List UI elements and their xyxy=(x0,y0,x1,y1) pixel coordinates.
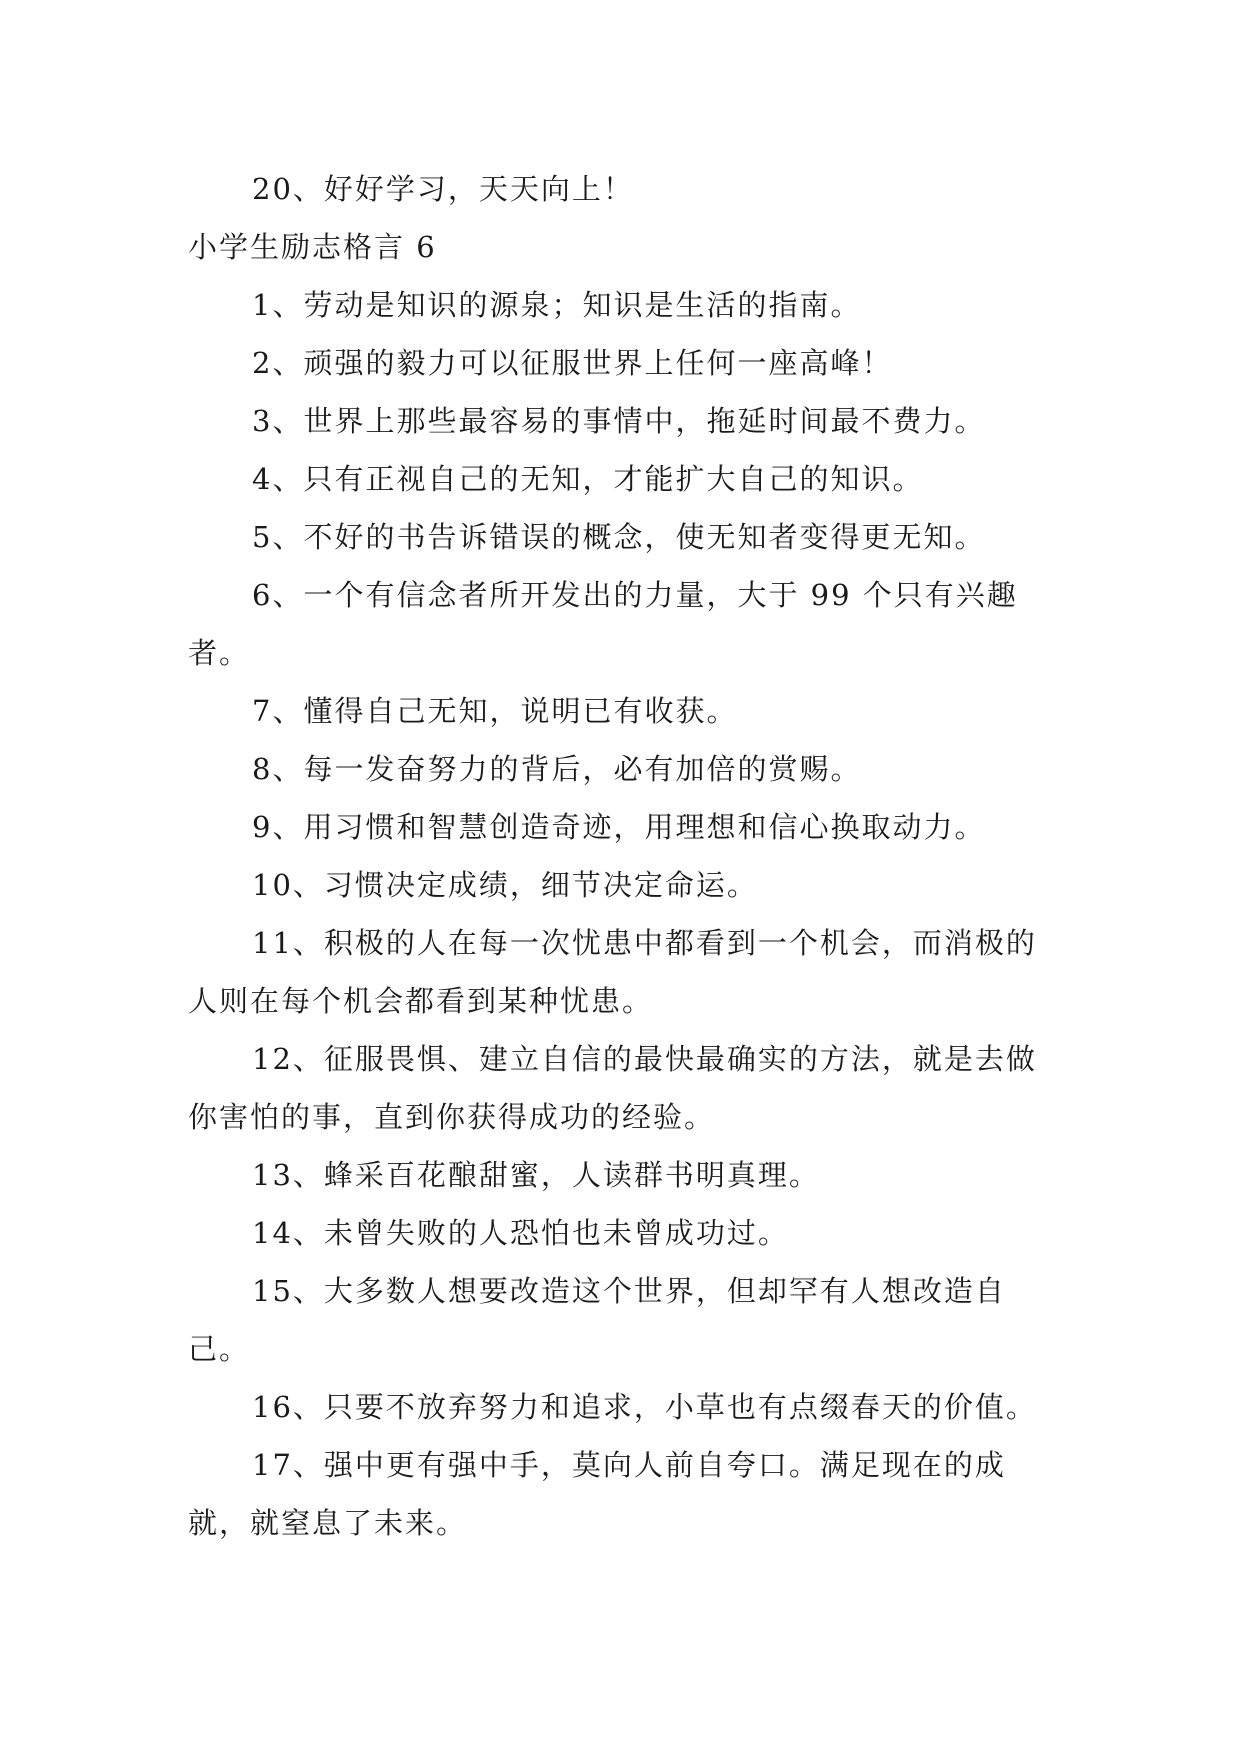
section-title: 小学生励志格言 6 xyxy=(188,230,437,264)
list-item: 17、强中更有强中手，莫向人前自夸口。满足现在的成就，就窒息了未来。 xyxy=(188,1448,1006,1540)
list-item: 11、积极的人在每一次忧患中都看到一个机会，而消极的人则在每个机会都看到某种忧患。 xyxy=(188,926,1037,1018)
list-item: 13、蜂采百花酿甜蜜，人读群书明真理。 xyxy=(252,1158,820,1192)
list-item: 1、劳动是知识的源泉；知识是生活的指南。 xyxy=(252,288,862,322)
list-item: 10、习惯决定成绩，细节决定命运。 xyxy=(252,868,758,902)
lead-item: 20、好好学习，天天向上！ xyxy=(252,172,634,206)
document-body xyxy=(188,160,1056,1552)
list-item: 12、征服畏惧、建立自信的最快最确实的方法，就是去做你害怕的事，直到你获得成功的经验。 xyxy=(188,1042,1037,1134)
list-item: 14、未曾失败的人恐怕也未曾成功过。 xyxy=(252,1216,789,1250)
list-item: 8、每一发奋努力的背后，必有加倍的赏赐。 xyxy=(252,752,862,786)
list-item: 16、只要不放弃努力和追求，小草也有点缀春天的价值。 xyxy=(252,1390,1037,1424)
list-item: 15、大多数人想要改造这个世界，但却罕有人想改造自己。 xyxy=(188,1274,1006,1366)
list-item: 3、世界上那些最容易的事情中，拖延时间最不费力。 xyxy=(252,404,986,438)
list-item: 2、顽强的毅力可以征服世界上任何一座高峰！ xyxy=(252,346,893,380)
list-item: 6、一个有信念者所开发出的力量，大于 99 个只有兴趣者。 xyxy=(188,578,1018,670)
list-item: 7、懂得自己无知，说明已有收获。 xyxy=(252,694,738,728)
list-item: 5、不好的书告诉错误的概念，使无知者变得更无知。 xyxy=(252,520,986,554)
list-item: 4、只有正视自己的无知，才能扩大自己的知识。 xyxy=(252,462,924,496)
list-item: 9、用习惯和智慧创造奇迹，用理想和信心换取动力。 xyxy=(252,810,986,844)
